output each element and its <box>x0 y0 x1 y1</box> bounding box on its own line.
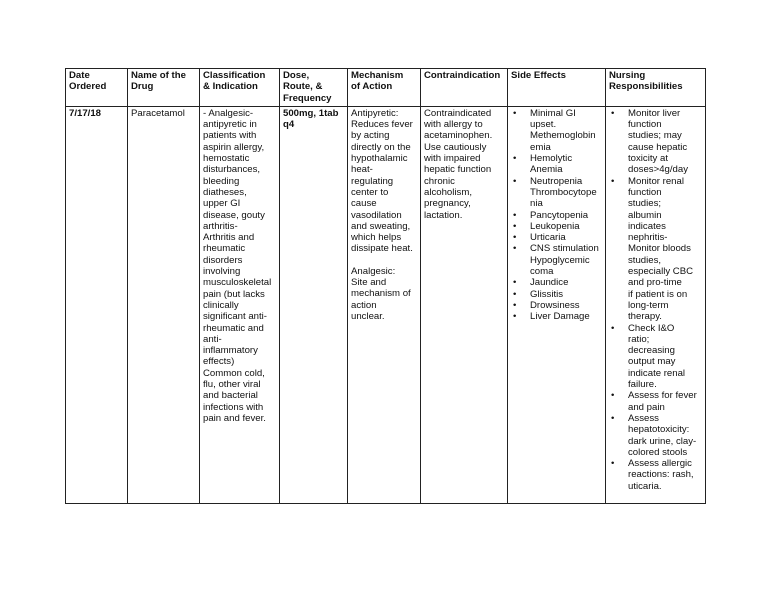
text-line: with impaired <box>424 153 481 165</box>
text-line: Common cold, <box>203 367 265 379</box>
text-line: Dose, <box>283 70 310 81</box>
header-nursing-responsibilities <box>606 69 706 107</box>
list-item <box>609 108 702 176</box>
text-line: colored stools <box>628 446 688 458</box>
text-line: - Analgesic- <box>203 107 254 119</box>
text-line: disorders <box>203 254 243 266</box>
list-item <box>511 221 602 232</box>
text-line: studies; may <box>628 130 682 142</box>
list-item <box>511 210 602 221</box>
drug-study-table <box>65 68 706 504</box>
text-line: Name of the <box>131 70 186 81</box>
text-line: • Leukopenia <box>530 220 580 232</box>
text-line: Antipyretic: <box>351 107 399 119</box>
table-row <box>66 106 706 503</box>
text-line: emia <box>530 141 551 153</box>
text-line: long-term <box>628 299 669 311</box>
text-line: nephritis- <box>628 232 668 244</box>
cell-nursing-responsibilities <box>606 106 706 503</box>
text-line: • CNS stimulation <box>530 243 599 255</box>
text-line: reactions: rash, <box>628 469 694 481</box>
text-line: pain and fever. <box>203 412 266 424</box>
text-line: therapy. <box>628 311 662 323</box>
text-line: if patient is on <box>628 288 688 300</box>
text-line: • Urticaria <box>530 232 566 244</box>
text-line: musculoskeletal <box>203 277 272 289</box>
header-dose-route-frequency <box>280 69 348 107</box>
text-line: by acting <box>351 130 390 142</box>
text-line: Thrombocytope <box>530 186 597 198</box>
text-line: • Pancytopenia <box>530 209 589 221</box>
text-line: • Monitor renal <box>628 175 684 187</box>
text-line: uticaria. <box>628 480 662 492</box>
text-line: Route, & <box>283 81 323 93</box>
text-line: pain (but lacks <box>203 288 265 300</box>
text-line: acetaminophen. <box>424 130 493 142</box>
cell-date: 7/17/18 <box>66 106 128 503</box>
text-line: Methemoglobin <box>530 130 596 142</box>
text-line: Side Effects <box>511 70 566 81</box>
text-line: dark urine, clay- <box>628 435 697 447</box>
text-line: doses>4g/day <box>628 164 689 176</box>
text-line: & Indication <box>203 81 258 93</box>
text-line: • Hemolytic <box>530 153 573 165</box>
text-line: vasodilation <box>351 209 402 221</box>
paragraph-gap <box>351 255 417 266</box>
text-line: Use cautiously <box>424 141 487 153</box>
text-line: infections with <box>203 401 264 413</box>
header-contraindication <box>421 69 508 107</box>
list-item <box>511 300 602 311</box>
text-line: lactation. <box>424 209 463 221</box>
text-line: Hypoglycemic <box>530 254 590 266</box>
text-line: Reduces fever <box>351 119 413 131</box>
text-line: pregnancy, <box>424 198 471 210</box>
text-line: • Liver Damage <box>530 311 590 323</box>
text-line: Frequency <box>283 92 332 104</box>
list-item <box>511 176 602 210</box>
list-item <box>511 108 602 153</box>
text-line: chronic <box>424 175 455 187</box>
text-line: toxicity at <box>628 153 668 165</box>
text-line: failure. <box>628 379 657 391</box>
list-item <box>511 277 602 288</box>
text-line: ratio; <box>628 333 650 345</box>
text-line: arthritis- <box>203 220 238 232</box>
list-item <box>511 289 602 300</box>
text-line: disease, gouty <box>203 209 265 221</box>
text-line: dissipate heat. <box>351 243 413 255</box>
list-item <box>511 232 602 243</box>
text-line: studies, <box>628 254 662 266</box>
cell-side-effects <box>508 106 606 503</box>
text-line: 500mg, 1tab <box>283 107 339 119</box>
text-line: Site and <box>351 277 387 289</box>
text-line: and sweating, <box>351 220 411 232</box>
text-line: cause <box>351 198 377 210</box>
text-line: • Glissitis <box>530 288 564 300</box>
text-line: • Check I&O <box>628 322 675 334</box>
cell-classification <box>200 106 280 503</box>
text-line: • Assess for fever <box>628 390 697 402</box>
text-line: Monitor bloods <box>628 243 691 255</box>
text-line: antipyretic in <box>203 119 257 131</box>
text-line: disturbances, <box>203 164 261 176</box>
text-line: Analgesic: <box>351 265 396 277</box>
header-mechanism <box>348 69 421 107</box>
text-line: and pro-time <box>628 277 682 289</box>
text-line: alcoholism, <box>424 186 472 198</box>
list-item <box>609 176 702 323</box>
text-line: and bacterial <box>203 390 258 402</box>
text-line: clinically <box>203 299 239 311</box>
text-line: function <box>628 186 662 198</box>
text-line: directly on the <box>351 141 411 153</box>
header-date-ordered <box>66 69 128 107</box>
list-item <box>609 390 702 413</box>
text-line: involving <box>203 266 241 278</box>
text-line: center to <box>351 186 389 198</box>
text-line: mechanism of <box>351 288 411 300</box>
text-line: and pain <box>628 401 665 413</box>
text-line: • Assess <box>628 412 659 424</box>
text-line: Drug <box>131 81 154 93</box>
cell-dose <box>280 106 348 503</box>
text-line: significant anti- <box>203 311 267 323</box>
text-line: albumin <box>628 209 662 221</box>
text-line: output may <box>628 356 676 368</box>
text-line: • Monitor liver <box>628 107 681 119</box>
text-line: which helps <box>351 232 402 244</box>
text-line: rheumatic and <box>203 322 264 334</box>
text-line: regulating <box>351 175 394 187</box>
text-line: • Minimal GI <box>530 107 576 119</box>
text-line: Mechanism <box>351 70 404 81</box>
text-line: upset. <box>530 119 557 131</box>
header-row <box>66 69 706 107</box>
text-line: especially CBC <box>628 266 694 278</box>
text-line: with allergy to <box>424 119 483 131</box>
list-item <box>511 311 602 322</box>
text-line: bleeding <box>203 175 240 187</box>
header-drug-name <box>128 69 200 107</box>
text-line: indicates <box>628 220 666 232</box>
text-line: Nursing <box>609 70 646 81</box>
text-line: hepatic function <box>424 164 492 176</box>
text-line: hemostatic <box>203 153 250 165</box>
text-line: patients with <box>203 130 257 142</box>
list-item <box>511 153 602 176</box>
cell-drug-name: Paracetamol <box>128 106 200 503</box>
cell-mechanism <box>348 106 421 503</box>
text-line: Classification <box>203 70 266 81</box>
text-line: action <box>351 299 377 311</box>
text-line: aspirin allergy, <box>203 141 265 153</box>
cell-contraindication <box>421 106 508 503</box>
text-line: rheumatic <box>203 243 246 255</box>
text-line: unclear. <box>351 310 385 322</box>
text-line: coma <box>530 266 554 278</box>
nursing-list <box>609 108 702 492</box>
text-line: Responsibilities <box>609 81 683 93</box>
side-effects-list <box>511 108 602 323</box>
header-classification <box>200 69 280 107</box>
list-item <box>609 413 702 458</box>
text-line: cause hepatic <box>628 141 688 153</box>
text-line: flu, other viral <box>203 379 261 391</box>
text-line: Anemia <box>530 164 563 176</box>
text-line: Ordered <box>69 81 107 93</box>
text-line: inflammatory <box>203 345 258 357</box>
list-item <box>609 458 702 492</box>
text-line: effects) <box>203 356 235 368</box>
text-line: hepatotoxicity: <box>628 424 690 436</box>
text-line: Contraindicated <box>424 107 492 119</box>
text-line: studies; <box>628 198 662 210</box>
text-line: • Jaundice <box>530 277 569 289</box>
text-line: • Assess allergic <box>628 458 692 470</box>
text-line: hypothalamic <box>351 153 408 165</box>
text-line: decreasing <box>628 345 675 357</box>
text-line: function <box>628 119 662 131</box>
text-line: anti- <box>203 333 222 345</box>
text-line: Contraindication <box>424 70 501 81</box>
text-line: upper GI <box>203 198 241 210</box>
text-line: q4 <box>283 119 295 131</box>
text-line: Date <box>69 70 90 81</box>
list-item <box>511 243 602 277</box>
text-line: nia <box>530 198 543 210</box>
text-line: Arthritis and <box>203 232 255 244</box>
list-item <box>609 323 702 391</box>
text-line: heat- <box>351 164 373 176</box>
text-line: indicate renal <box>628 367 686 379</box>
text-line: • Drowsiness <box>530 299 580 311</box>
header-side-effects <box>508 69 606 107</box>
text-line: diatheses, <box>203 186 247 198</box>
text-line: • Neutropenia <box>530 175 583 187</box>
text-line: of Action <box>351 81 393 93</box>
